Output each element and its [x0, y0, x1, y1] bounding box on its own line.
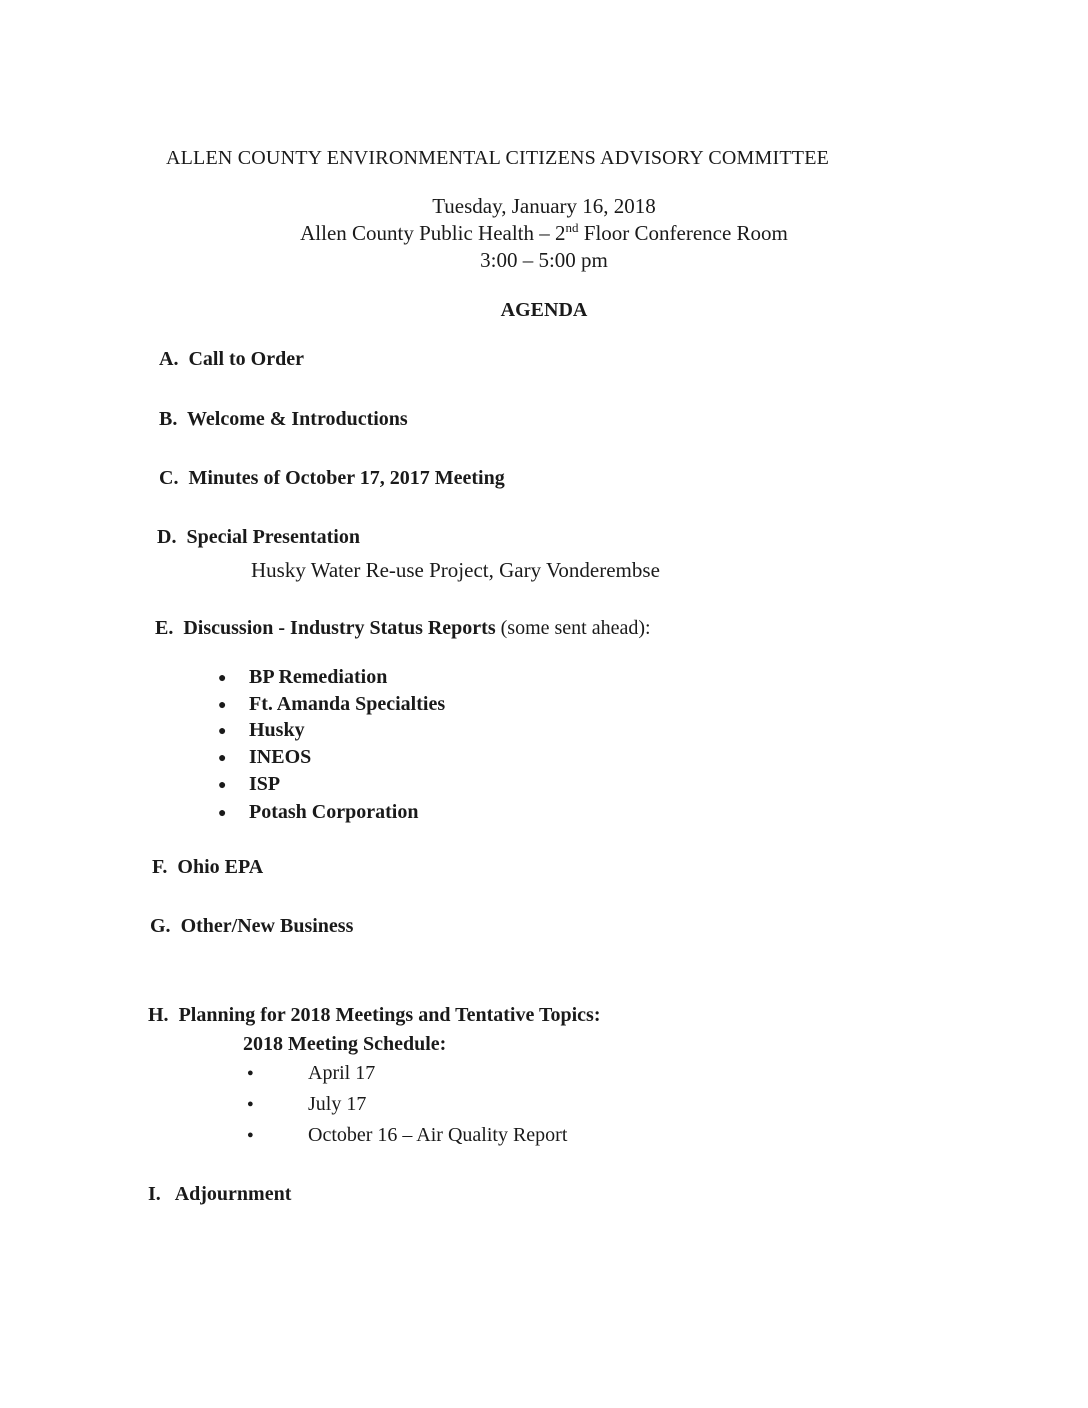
bullet-icon: ●	[218, 698, 227, 713]
bullet-icon: ●	[218, 778, 227, 793]
meeting-schedule-heading: 2018 Meeting Schedule:	[243, 1033, 447, 1055]
bullet-icon: ●	[247, 1067, 254, 1079]
bullet-icon: ●	[218, 671, 227, 686]
item-note: (some sent ahead):	[495, 617, 651, 639]
item-text: Special Presentation	[186, 526, 360, 548]
item-letter: D.	[157, 526, 177, 548]
agenda-item-d	[157, 526, 360, 549]
item-text: Ohio EPA	[177, 856, 264, 878]
meeting-time: 3:00 – 5:00 pm	[480, 248, 608, 272]
list-item-text: Potash Corporation	[249, 801, 419, 823]
meeting-date: Tuesday, January 16, 2018	[432, 194, 656, 218]
list-item-text: Husky	[249, 719, 305, 741]
agenda-item-g	[150, 915, 353, 938]
item-letter: C.	[159, 467, 179, 489]
location-text-start: Allen County Public Health – 2	[300, 221, 566, 245]
agenda-heading: AGENDA	[500, 299, 588, 321]
item-text: Discussion - Industry Status Reports	[183, 617, 496, 639]
item-letter: H.	[148, 1004, 169, 1026]
location-ordinal-suffix: nd	[565, 220, 579, 235]
item-letter: F.	[152, 856, 168, 878]
meeting-location	[0, 221, 1088, 246]
item-letter: A.	[159, 348, 179, 370]
bullet-icon: ●	[218, 751, 227, 766]
agenda-item-i	[148, 1183, 291, 1206]
bullet-icon: ●	[247, 1129, 254, 1141]
item-text: Planning for 2018 Meetings and Tentative Topics:	[178, 1004, 601, 1026]
agenda-item-a	[159, 348, 304, 371]
document-title: ALLEN COUNTY ENVIRONMENTAL CITIZENS ADVISORY COMMITTEE	[166, 147, 830, 169]
item-text: Adjournment	[174, 1183, 292, 1205]
agenda-item-e	[155, 617, 651, 640]
list-item-text: Ft. Amanda Specialties	[249, 693, 446, 715]
item-letter: B.	[159, 408, 178, 430]
item-text: Minutes of October 17, 2017 Meeting	[188, 467, 505, 489]
list-item-text: ISP	[249, 773, 281, 795]
location-text-end: Floor Conference Room	[578, 221, 788, 245]
item-text: Welcome & Introductions	[186, 408, 408, 430]
agenda-item-b	[159, 408, 408, 431]
agenda-item-c	[159, 467, 505, 490]
item-letter: E.	[155, 617, 174, 639]
bullet-icon: ●	[247, 1098, 254, 1110]
item-letter: I.	[148, 1183, 161, 1205]
bullet-icon: ●	[218, 724, 227, 739]
agenda-item-f	[152, 856, 263, 879]
item-text: Other/New Business	[180, 915, 354, 937]
special-presentation-detail: Husky Water Re-use Project, Gary Vonderembse	[251, 558, 660, 582]
item-letter: G.	[150, 915, 171, 937]
bullet-icon: ●	[218, 806, 227, 821]
list-item-text: April 17	[308, 1062, 376, 1084]
agenda-item-h	[148, 1004, 600, 1027]
list-item-text: July 17	[308, 1093, 367, 1115]
list-item-text: BP Remediation	[249, 666, 388, 688]
list-item-text: INEOS	[249, 746, 312, 768]
item-text: Call to Order	[188, 348, 304, 370]
list-item-text: October 16 – Air Quality Report	[308, 1124, 568, 1146]
